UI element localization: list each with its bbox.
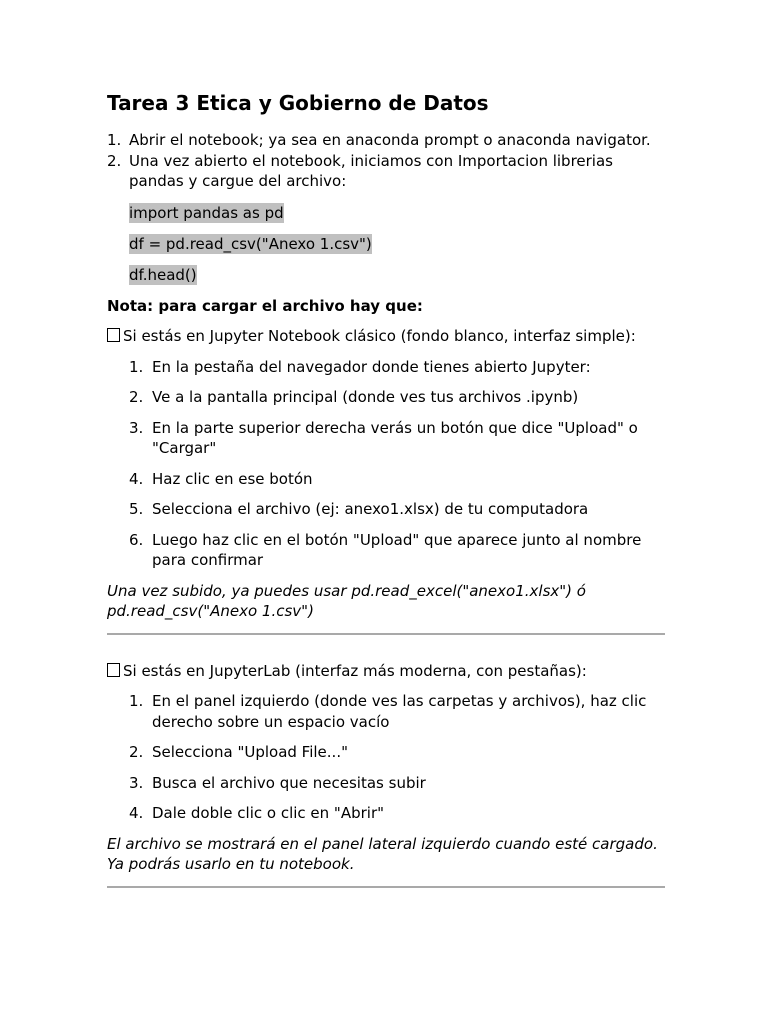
list-text: Abrir el notebook; ya sea en anaconda prompt o anaconda navigator. [129, 131, 651, 149]
list-item [107, 742, 665, 763]
list-number: 5. [129, 500, 144, 518]
list-text: En la parte superior derecha verás un botón que dice "Upload" o "Cargar" [152, 418, 638, 457]
jupyterlab-steps [107, 691, 665, 824]
section-footer-note: El archivo se mostrará en el panel lateral izquierdo cuando esté cargado. Ya podrás usarlo en tu notebook. [107, 834, 658, 873]
code-line: import pandas as pd [129, 203, 284, 222]
list-number: 1. [129, 357, 144, 376]
list-item [107, 499, 665, 520]
list-number: 3. [129, 418, 144, 437]
divider [107, 886, 665, 888]
jupyter-notebook-steps [107, 357, 665, 571]
list-number: 2. [107, 151, 122, 170]
list-number: 4. [129, 469, 144, 488]
list-text: Haz clic en ese botón [152, 469, 313, 488]
list-text: Dale doble clic o clic en "Abrir" [152, 804, 385, 822]
code-line: df.head() [129, 265, 197, 284]
section-heading-text: Si estás en Jupyter Notebook clásico (fondo blanco, interfaz simple): [123, 327, 636, 345]
emoji-placeholder-icon [107, 663, 120, 677]
list-item [107, 151, 665, 192]
list-item [107, 469, 665, 490]
section-heading [107, 661, 665, 682]
list-number: 2. [129, 743, 144, 761]
list-number: 1. [107, 131, 122, 149]
note-heading: Nota: para cargar el archivo hay que: [107, 296, 423, 315]
list-text: Selecciona el archivo (ej: anexo1.xlsx) de tu computadora [152, 500, 589, 518]
section-footer-note: Una vez subido, ya puedes usar pd.read_excel("anexo1.xlsx") ó pd.read_csv("Anexo 1.csv") [107, 581, 586, 620]
list-number: 6. [129, 530, 144, 549]
document-page [107, 90, 665, 888]
section-heading [107, 326, 665, 347]
list-item [107, 130, 665, 151]
list-text: En el panel izquierdo (donde ves las carpetas y archivos), haz clic derecho sobre un espacio vacío [152, 692, 647, 731]
divider [107, 633, 665, 635]
list-number: 2. [129, 388, 144, 406]
steps-list [107, 130, 665, 192]
list-item [107, 418, 665, 459]
code-block [129, 203, 665, 286]
list-text: Luego haz clic en el botón "Upload" que aparece junto al nombre para confirmar [152, 530, 642, 569]
list-item [107, 691, 665, 732]
document-title: Tarea 3 Etica y Gobierno de Datos [107, 91, 489, 115]
list-text: En la pestaña del navegador donde tienes abierto Jupyter: [152, 357, 591, 376]
list-text: Selecciona "Upload File..." [152, 743, 348, 761]
list-item [107, 803, 665, 824]
section-heading-text: Si estás en JupyterLab (interfaz más moderna, con pestañas): [123, 661, 587, 680]
list-text: Una vez abierto el notebook, iniciamos con Importacion librerias pandas y cargue del archivo: [129, 151, 613, 190]
list-text: Busca el archivo que necesitas subir [152, 773, 426, 792]
code-line: df = pd.read_csv("Anexo 1.csv") [129, 234, 372, 253]
list-item [107, 387, 665, 408]
list-number: 3. [129, 773, 144, 792]
emoji-placeholder-icon [107, 328, 120, 342]
list-text: Ve a la pantalla principal (donde ves tus archivos .ipynb) [152, 388, 579, 406]
list-item [107, 530, 665, 571]
list-number: 1. [129, 692, 144, 710]
list-item [107, 357, 665, 378]
list-number: 4. [129, 804, 144, 822]
list-item [107, 773, 665, 794]
